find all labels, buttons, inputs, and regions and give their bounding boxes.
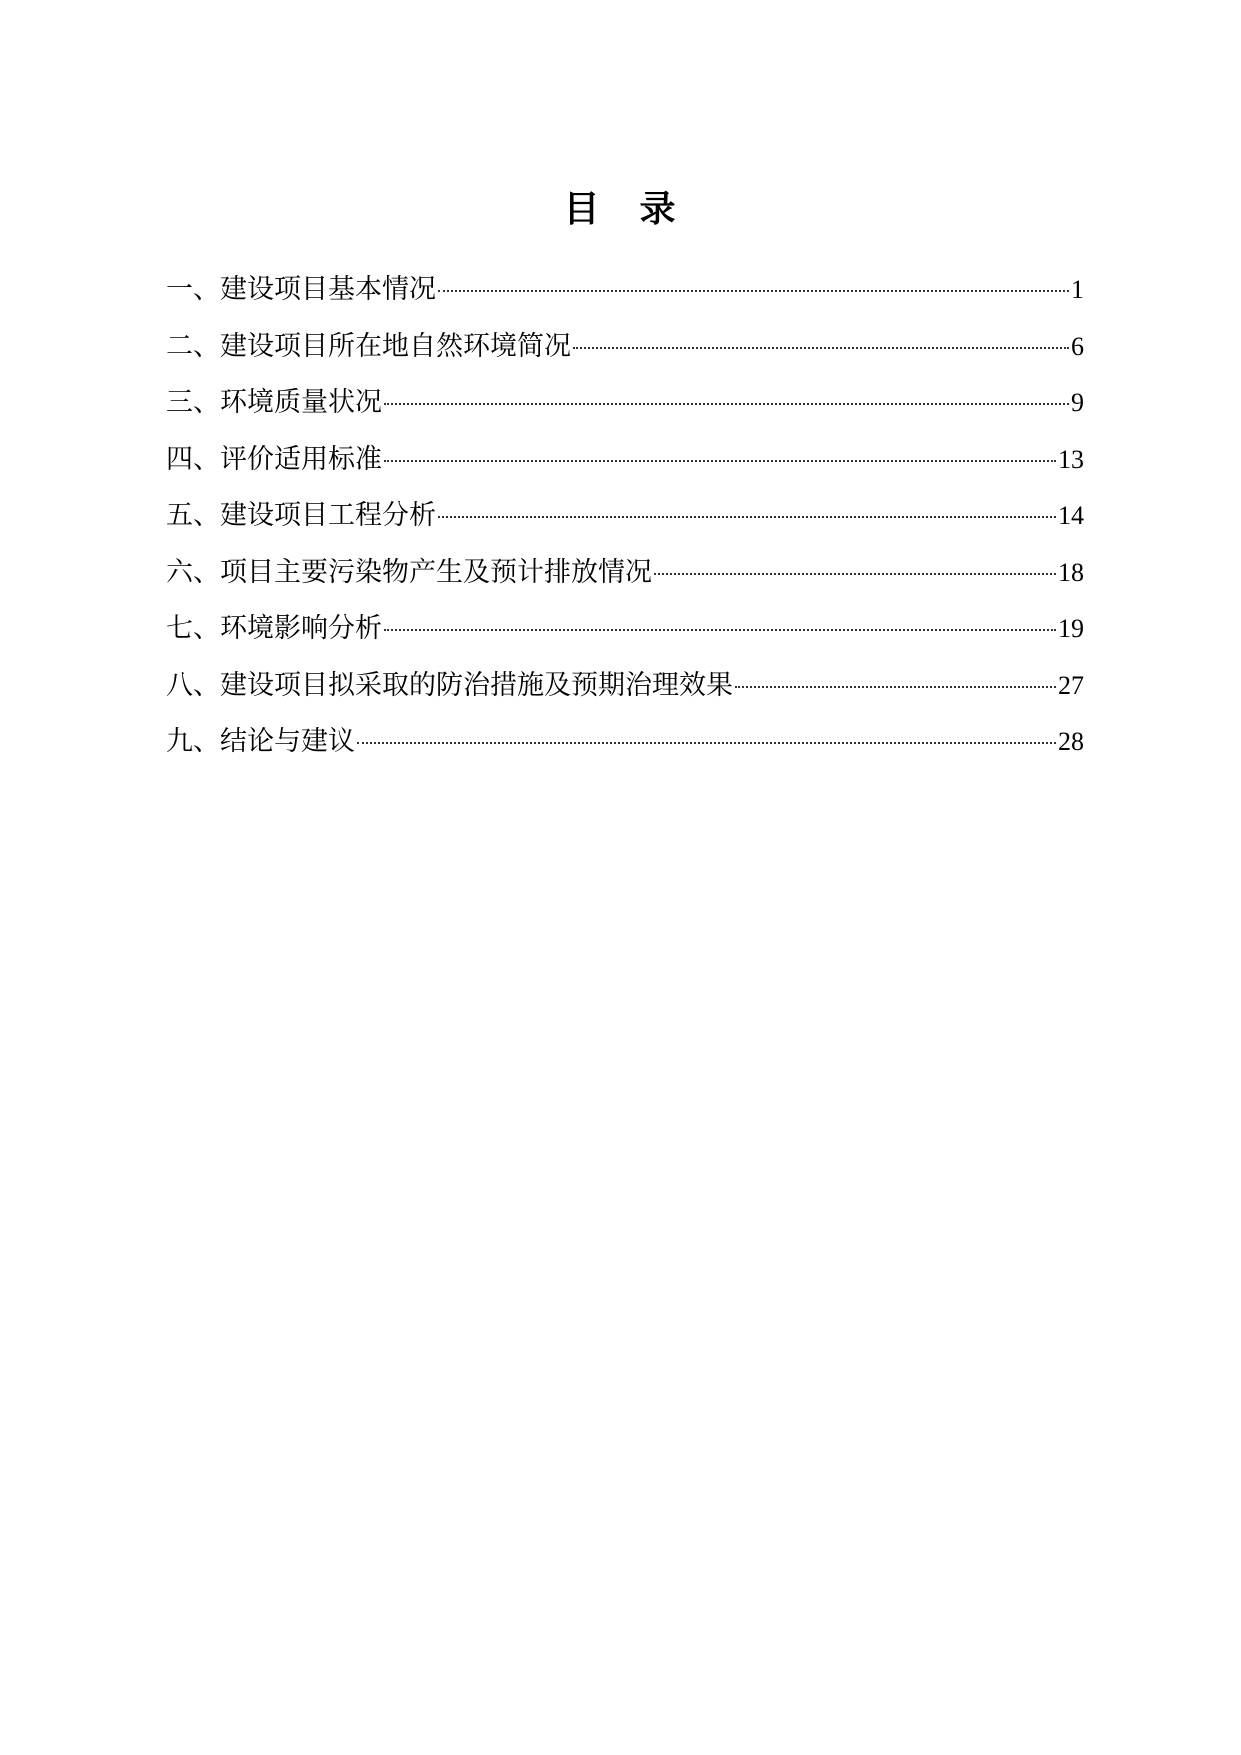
toc-entry-label: 二、建设项目所在地自然环境简况	[166, 330, 571, 362]
toc-entry	[166, 327, 1084, 384]
toc-dot-leader	[384, 403, 1069, 405]
toc-title: 目 录	[563, 189, 678, 230]
toc-entry-page: 13	[1058, 444, 1084, 474]
toc-dot-leader	[438, 516, 1056, 518]
table-of-contents	[166, 270, 1084, 779]
toc-entry	[166, 609, 1084, 666]
toc-entry-page: 6	[1071, 331, 1084, 361]
toc-entry-label: 八、建设项目拟采取的防治措施及预期治理效果	[166, 669, 733, 701]
toc-entry-page: 27	[1058, 670, 1084, 700]
toc-entry-label: 一、建设项目基本情况	[166, 274, 436, 305]
toc-entry	[166, 440, 1084, 497]
toc-entry	[166, 270, 1084, 327]
toc-dot-leader	[438, 290, 1069, 292]
toc-entry-page: 9	[1071, 388, 1084, 417]
toc-entry-label: 六、项目主要污染物产生及预计排放情况	[166, 556, 652, 588]
toc-entry-label: 四、评价适用标准	[166, 443, 382, 475]
toc-entry	[166, 496, 1084, 553]
toc-entry-page: 1	[1071, 275, 1084, 304]
toc-entry-label: 九、结论与建议	[166, 726, 355, 757]
toc-dot-leader	[357, 742, 1056, 744]
toc-entry-label: 五、建设项目工程分析	[166, 500, 436, 531]
toc-dot-leader	[384, 629, 1056, 631]
toc-entry-page: 18	[1058, 557, 1084, 587]
toc-entry	[166, 383, 1084, 440]
toc-dot-leader	[735, 686, 1056, 688]
toc-dot-leader	[654, 573, 1056, 575]
toc-dot-leader	[384, 460, 1056, 462]
toc-entry-page: 14	[1058, 501, 1084, 530]
toc-dot-leader	[573, 347, 1069, 349]
toc-entry	[166, 553, 1084, 610]
toc-entry	[166, 722, 1084, 779]
toc-entry-label: 三、环境质量状况	[166, 387, 382, 418]
toc-entry-page: 28	[1058, 727, 1084, 756]
toc-entry	[166, 666, 1084, 723]
toc-entry-label: 七、环境影响分析	[166, 613, 382, 644]
toc-entry-page: 19	[1058, 614, 1084, 643]
